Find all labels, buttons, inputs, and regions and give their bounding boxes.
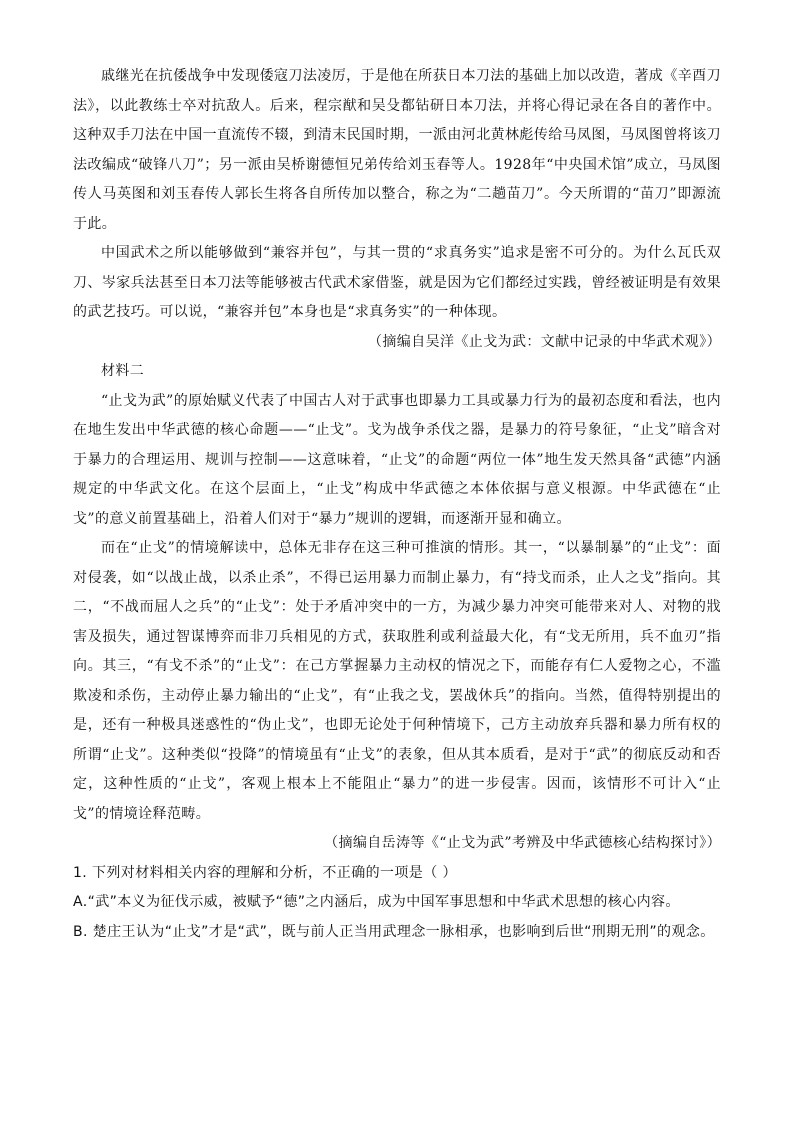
document-page <box>73 62 721 947</box>
material1-paragraph: 中国武术之所以能够做到“兼容并包”，与其一贯的“求真务实”追求是密不可分的。为什么瓦氏双刀、岑家兵法甚至日本刀法等能够被古代武术家借鉴，就是因为它们都经过实践，曾经被证明是有效果的武艺技巧。可以说，“兼容并包”本身也是“求真务实”的一种体现。 <box>73 245 721 320</box>
material2-paragraph: “止戈为武”的原始赋义代表了中国古人对于武事也即暴力工具或暴力行为的最初态度和看法，也内在地生发出中华武德的核心命题——“止戈”。戈为战争杀伐之器，是暴力的符号象征，“止戈”暗含对于暴力的合理运用、规训与控制——这意味着，“止戈”的命题“两位一体”地生发天然具备“武德”内涵规定的中华武文化。在这个层面上，“止戈”构成中华武德之本体依据与意义根源。中华武德在“止戈”的意义前置基础上，沿着人们对于“暴力”规训的逻辑，而逐渐开显和确立。 <box>73 392 721 527</box>
material1-paragraph: 戚继光在抗倭战争中发现倭寇刀法凌厉，于是他在所获日本刀法的基础上加以改造，著成《辛酉刀法》，以此教练士卒对抗敌人。后来，程宗猷和吴殳都钻研日本刀法，并将心得记录在各自的著作中。这种双手刀法在中国一直流传不辍，到清末民国时期，一派由河北黄林彪传给马凤图，马凤图曾将该刀法改编成“破锋八刀”；另一派由吴桥谢德恒兄弟传给刘玉春等人。1928年“中央国术馆”成立，马凤图传人马英图和刘玉春传人郭长生将各自所传加以整合，称之为“二趟苗刀”。今天所谓的“苗刀”即源流于此。 <box>73 68 721 232</box>
question-1-stem: 1. 下列对材料相关内容的理解和分析，不正确的一项是（ ） <box>73 864 457 881</box>
material2-paragraph: 而在“止戈”的情境解读中，总体无非存在这三种可推演的情形。其一，“以暴制暴”的“止戈”：面对侵袭，如“以战止战，以杀止杀”，不得已运用暴力而制止暴力，有“持戈而杀，止人之戈”指向。其二，“不战而屈人之兵”的“止戈”：处于矛盾冲突中的一方，为减少暴力冲突可能带来对人、对物的戕害及损失，通过智谋博弈而非刀兵相见的方式，获取胜利或利益最大化，有“戈无所用，兵不血刃”指向。其三，“有戈不杀”的“止戈”：在己方掌握暴力主动权的情况之下，而能存有仁人爱物之心，不滥欺凌和杀伤，主动停止暴力输出的“止戈”，有“止我之戈，罢战休兵”的指向。当然，值得特别提出的是，还有一种极具迷惑性的“伪止戈”，也即无论处于何种情境下，己方主动放弃兵器和暴力所有权的所谓“止戈”。这种类似“投降”的情境虽有“止戈”的表象，但从其本质看，是对于“武”的彻底反动和否定，这种性质的“止戈”，客观上根本上不能阻止“暴力”的进一步侵害。因而，该情形不可计入“止戈”的情境诠释范畴。 <box>73 540 721 822</box>
material2-source-citation: （摘编自岳涛等《“止戈为武”考辨及中华武德核心结构探讨》） <box>324 835 721 851</box>
question-1-option-a: A.“武”本义为征伐示威，被赋予“德”之内涵后，成为中国军事思想和中华武术思想的核心内容。 <box>73 894 680 910</box>
material1-source-citation: （摘编自吴洋《止戈为武：文献中记录的中华武术观》） <box>368 333 721 350</box>
material2-heading: 材料二 <box>101 363 145 379</box>
question-1-option-b: B. 楚庄王认为“止戈”才是“武”，既与前人正当用武理念一脉相承，也影响到后世“刑期无刑”的观念。 <box>73 923 715 940</box>
